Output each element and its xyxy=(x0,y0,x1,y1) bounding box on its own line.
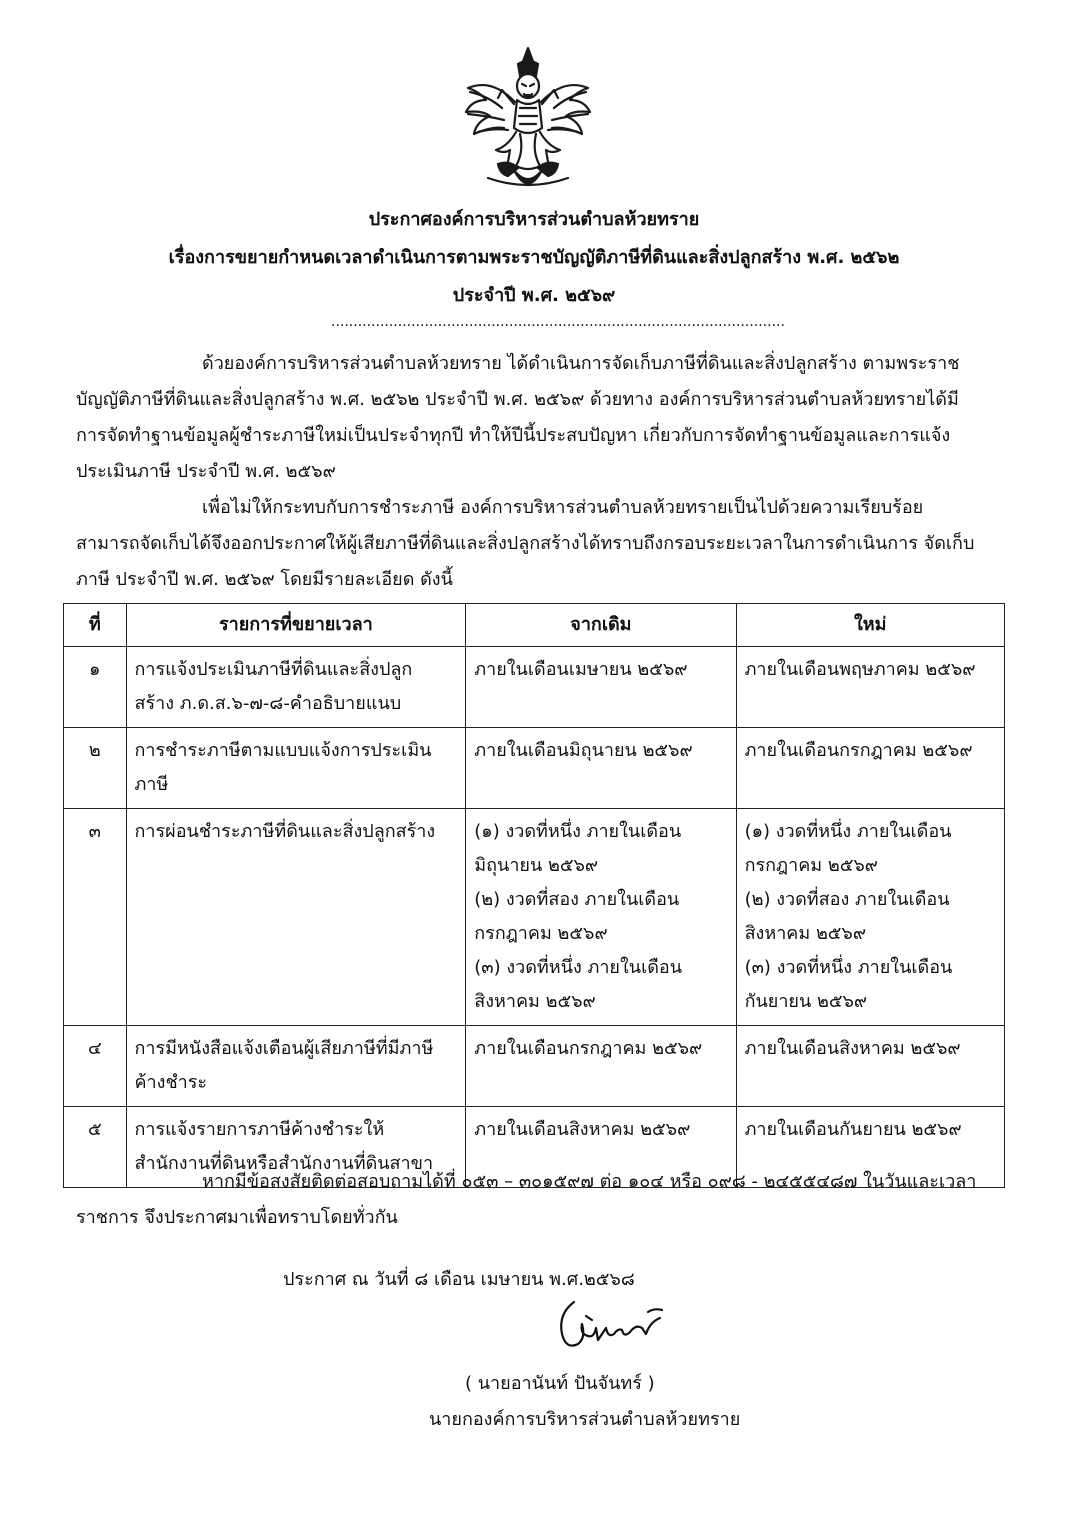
row-new xyxy=(736,728,1004,809)
cell-line: สำนักงานที่ดินหรือสำนักงานที่ดินสาขา xyxy=(134,1153,434,1174)
cell-line: สร้าง ภ.ด.ส.๖-๗-๘-คำอธิบายแนบ xyxy=(134,693,402,714)
cell-line: การมีหนังสือแจ้งเตือนผู้เสียภาษีที่มีภาษี xyxy=(134,1038,434,1059)
cell-line: การแจ้งประเมินภาษีที่ดินและสิ่งปลูก xyxy=(134,659,413,680)
garuda-emblem-icon xyxy=(458,42,598,190)
row-number: ๑ xyxy=(64,647,127,728)
cell-line: ภายในเดือนสิงหาคม ๒๕๖๙ xyxy=(744,1038,961,1059)
row-original xyxy=(466,647,736,728)
announcement-year: ประจำปี พ.ศ. ๒๕๖๙ xyxy=(452,285,616,306)
cell-line: มิถุนายน ๒๕๖๙ xyxy=(474,855,599,876)
cell-line: ภายในเดือนกรกฎาคม ๒๕๖๙ xyxy=(744,740,973,761)
cell-line: (๓) งวดที่หนึ่ง ภายในเดือน xyxy=(744,957,953,978)
cell-line: ภายในเดือนกันยายน ๒๕๖๙ xyxy=(744,1119,962,1140)
announcement-subject: เรื่องการขยายกำหนดเวลาดำเนินการตามพระราชบัญญัติภาษีที่ดินและสิ่งปลูกสร้าง พ.ศ. ๒๕๖๒ xyxy=(168,247,900,268)
row-new xyxy=(736,1026,1004,1107)
schedule-table xyxy=(63,603,1005,1188)
row-item xyxy=(126,1026,466,1107)
cell-line: ภายในเดือนสิงหาคม ๒๕๖๙ xyxy=(474,1119,691,1140)
intro-text: ด้วยองค์การบริหารส่วนตำบลห้วยทราย ได้ดำเนินการจัดเก็บภาษีที่ดินและสิ่งปลูกสร้าง ตามพระราชบัญญัติภาษีที่ดินและสิ่งปลูกสร้าง พ.ศ. ๒๕๖๒ ประจำปี พ.ศ. ๒๕๖๙ ด้วยทาง องค์การบริหารส่วนตำบลห้วยทรายได้มีการจัดทำฐานข้อมูลผู้ชำระภาษีใหม่เป็นประจำทุกปี ทำให้ปีนี้ประสบปัญหา เกี่ยวกับการจัดทำฐานข้อมูลและการแจ้งประเมินภาษี ประจำปี พ.ศ. ๒๕๖๙ xyxy=(76,353,960,482)
announcement-title: ประกาศองค์การบริหารส่วนตำบลห้วยทราย xyxy=(368,209,700,230)
row-number: ๔ xyxy=(64,1026,127,1107)
row-original xyxy=(466,728,736,809)
cell-line: ภายในเดือนเมษายน ๒๕๖๙ xyxy=(474,659,688,680)
cell-line: ค้างชำระ xyxy=(134,1072,208,1093)
signature-icon xyxy=(552,1294,672,1358)
header-number: ที่ xyxy=(64,604,127,647)
contact-paragraph xyxy=(76,1164,996,1236)
cell-line: สิงหาคม ๒๕๖๙ xyxy=(744,923,867,944)
row-original xyxy=(466,1026,736,1107)
row-number: ๒ xyxy=(64,728,127,809)
table-row xyxy=(64,728,1005,809)
row-number: ๓ xyxy=(64,809,127,1026)
announcement-date: ประกาศ ณ วันที่ ๘ เดือน เมษายน พ.ศ.๒๕๖๘ xyxy=(283,1269,635,1290)
row-new xyxy=(736,647,1004,728)
header-item: รายการที่ขยายเวลา xyxy=(126,604,466,647)
cell-line: ภายในเดือนกรกฎาคม ๒๕๖๙ xyxy=(474,1038,703,1059)
row-item xyxy=(126,728,466,809)
row-item xyxy=(126,809,466,1026)
intro-paragraph xyxy=(76,346,978,490)
contact-text: หากมีข้อสงสัยติดต่อสอบถามได้ที่ ๐๕๓ – ๓๐๑๕๙๗ ต่อ ๑๐๔ หรือ ๐๙๘ - ๒๔๕๕๔๘๗ ในวันและเวลาราชการ จึงประกาศมาเพื่อทราบโดยทั่วกัน xyxy=(76,1171,977,1228)
cell-line: การผ่อนชำระภาษีที่ดินและสิ่งปลูกสร้าง xyxy=(134,821,436,842)
table-row xyxy=(64,809,1005,1026)
purpose-text: เพื่อไม่ให้กระทบกับการชำระภาษี องค์การบริหารส่วนตำบลห้วยทรายเป็นไปด้วยความเรียบร้อย สามารถจัดเก็บได้จึงออกประกาศให้ผู้เสียภาษีที่ดินและสิ่งปลูกสร้างได้ทราบถึงกรอบระยะเวลาในการดำเนินการ จัดเก็บภาษี ประจำปี พ.ศ. ๒๕๖๙ โดยมีรายละเอียด ดังนี้ xyxy=(76,497,975,590)
cell-line: การแจ้งรายการภาษีค้างชำระให้ xyxy=(134,1119,385,1140)
row-original xyxy=(466,809,736,1026)
row-new xyxy=(736,809,1004,1026)
table-row xyxy=(64,647,1005,728)
cell-line: (๓) งวดที่หนึ่ง ภายในเดือน xyxy=(474,957,683,978)
table-row xyxy=(64,1026,1005,1107)
cell-line: (๑) งวดที่หนึ่ง ภายในเดือน xyxy=(744,821,952,842)
cell-line: (๒) งวดที่สอง ภายในเดือน xyxy=(474,889,680,910)
cell-line: กรกฎาคม ๒๕๖๙ xyxy=(474,923,608,944)
table-header-row xyxy=(64,604,1005,647)
header-original: จากเดิม xyxy=(466,604,736,647)
cell-line: กันยายน ๒๕๖๙ xyxy=(744,991,868,1012)
cell-line: การชำระภาษีตามแบบแจ้งการประเมิน xyxy=(134,740,432,761)
header-new: ใหม่ xyxy=(736,604,1004,647)
dotted-separator: ...................................................................................................... xyxy=(331,314,785,330)
cell-line: ภายในเดือนมิถุนายน ๒๕๖๙ xyxy=(474,740,693,761)
purpose-paragraph xyxy=(76,490,978,598)
row-item xyxy=(126,647,466,728)
signer-title: นายกองค์การบริหารส่วนตำบลห้วยทราย xyxy=(429,1409,741,1430)
cell-line: สิงหาคม ๒๕๖๙ xyxy=(474,991,596,1012)
cell-line: ภายในเดือนพฤษภาคม ๒๕๖๙ xyxy=(744,659,976,680)
cell-line: กรกฎาคม ๒๕๖๙ xyxy=(744,855,878,876)
signer-name: ( นายอานันท์ ปันจันทร์ ) xyxy=(465,1373,655,1394)
cell-line: (๑) งวดที่หนึ่ง ภายในเดือน xyxy=(474,821,682,842)
cell-line: (๒) งวดที่สอง ภายในเดือน xyxy=(744,889,950,910)
row-number: ๕ xyxy=(64,1107,127,1188)
cell-line: ภาษี xyxy=(134,774,169,795)
